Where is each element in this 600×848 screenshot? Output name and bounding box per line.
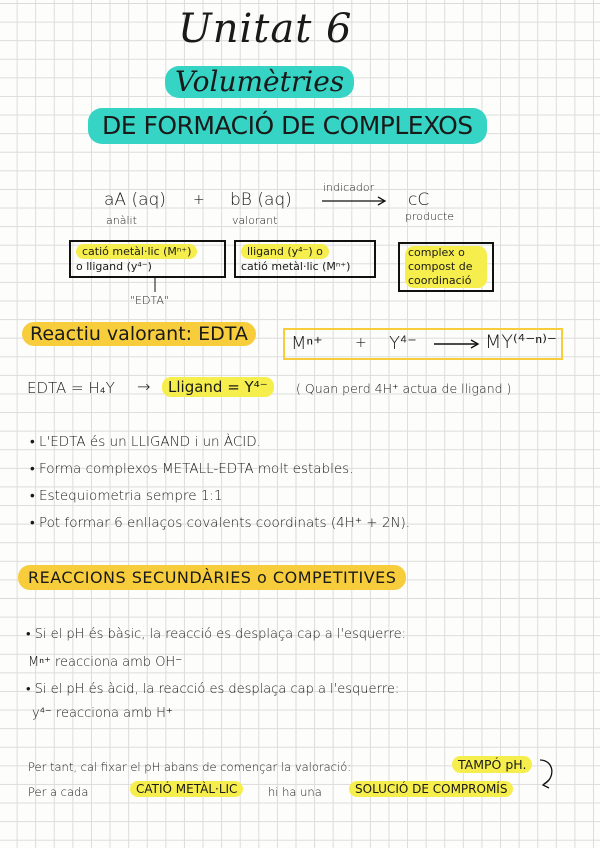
analyte-box bbox=[69, 240, 226, 278]
equation-box bbox=[283, 328, 563, 360]
acid-ph-line: • Si el pH és àcid, la reacció es desplaça cap a l'esquerre: bbox=[26, 682, 400, 697]
edta-note: "EDTA" bbox=[130, 294, 169, 307]
ligand-label: lligand (y⁴⁻) o bbox=[241, 244, 329, 259]
cation-alt-label: catió metàl·lic (Mⁿ⁺) bbox=[241, 260, 351, 273]
analyte-label: anàlit bbox=[106, 214, 137, 227]
edta-definition: EDTA = H₄Y bbox=[27, 379, 115, 397]
cation-label: catió metàl·lic (Mⁿ⁺) bbox=[76, 244, 197, 259]
basic-ph-detail: Mⁿ⁺ reacciona amb OH⁻ bbox=[28, 655, 183, 670]
subtitle: Volumètries bbox=[165, 66, 354, 98]
complex-line-2: compost de bbox=[408, 260, 473, 273]
edta-heading: Reactiu valorant: EDTA bbox=[22, 322, 256, 346]
plus-sign: + bbox=[193, 192, 205, 208]
ligand-alt-label: o lligand (y⁴⁻) bbox=[76, 260, 152, 273]
reaction-arrow bbox=[320, 196, 390, 206]
product-box bbox=[398, 242, 494, 292]
indicator-label: indicador bbox=[323, 181, 375, 194]
titrant-label: valorant bbox=[232, 214, 278, 227]
hi-ha-una: hi ha una bbox=[268, 785, 322, 799]
curved-arrow-icon bbox=[536, 756, 560, 792]
complex-label bbox=[405, 246, 487, 288]
definition-note: ( Quan perd 4H⁺ actua de lligand ) bbox=[296, 381, 512, 396]
product-label: producte bbox=[405, 210, 455, 223]
subtitle-complexes: DE FORMACIÓ DE COMPLEXOS bbox=[88, 108, 487, 144]
bullet-1: • L'EDTA és un LLIGAND i un ÀCID. bbox=[30, 434, 261, 450]
complex-line-3: coordinació bbox=[408, 274, 472, 287]
page-title: Unitat 6 bbox=[178, 6, 353, 52]
definition-arrow: → bbox=[137, 377, 151, 396]
eq-arrow bbox=[433, 339, 481, 349]
analyte-formula: aA (aq) bbox=[104, 190, 166, 210]
compromise-highlight: SOLUCIÓ DE COMPROMÍS bbox=[349, 781, 513, 797]
complex-product: MY⁽⁴⁻ⁿ⁾⁻ bbox=[485, 331, 557, 353]
acid-ph-detail: y⁴⁻ reacciona amb H⁺ bbox=[32, 706, 173, 721]
bullet-3: • Estequiometria sempre 1:1 bbox=[30, 488, 223, 504]
per-a-cada: Per a cada bbox=[28, 785, 89, 799]
edta-pointer-line bbox=[150, 276, 160, 294]
bullet-4: • Pot formar 6 enllaços covalents coordinats (4H⁺ + 2N). bbox=[30, 515, 411, 531]
conclusion-text: Per tant, cal fixar el pH abans de començar la valoració: bbox=[28, 760, 352, 774]
product-formula: cC bbox=[408, 190, 430, 210]
titrant-formula: bB (aq) bbox=[230, 190, 292, 210]
bullet-2: • Forma complexos METALL-EDTA molt estables. bbox=[30, 461, 354, 477]
cation-highlight: CATIÓ METÀL·LIC bbox=[130, 781, 243, 797]
basic-ph-line: • Si el pH és bàsic, la reacció es desplaça cap a l'esquerre: bbox=[26, 627, 407, 642]
complex-line-1: complex o bbox=[408, 246, 465, 259]
secondary-heading: REACCIONS SECUNDÀRIES o COMPETITIVES bbox=[18, 565, 406, 590]
edta-ion: Y⁴⁻ bbox=[389, 333, 417, 354]
eq-plus: + bbox=[355, 335, 367, 351]
metal-ion: Mⁿ⁺ bbox=[291, 333, 323, 354]
titrant-box bbox=[234, 240, 376, 278]
ligand-highlight: Lligand = Y⁴⁻ bbox=[162, 377, 274, 397]
buffer-highlight: TAMPÓ pH. bbox=[452, 756, 532, 773]
